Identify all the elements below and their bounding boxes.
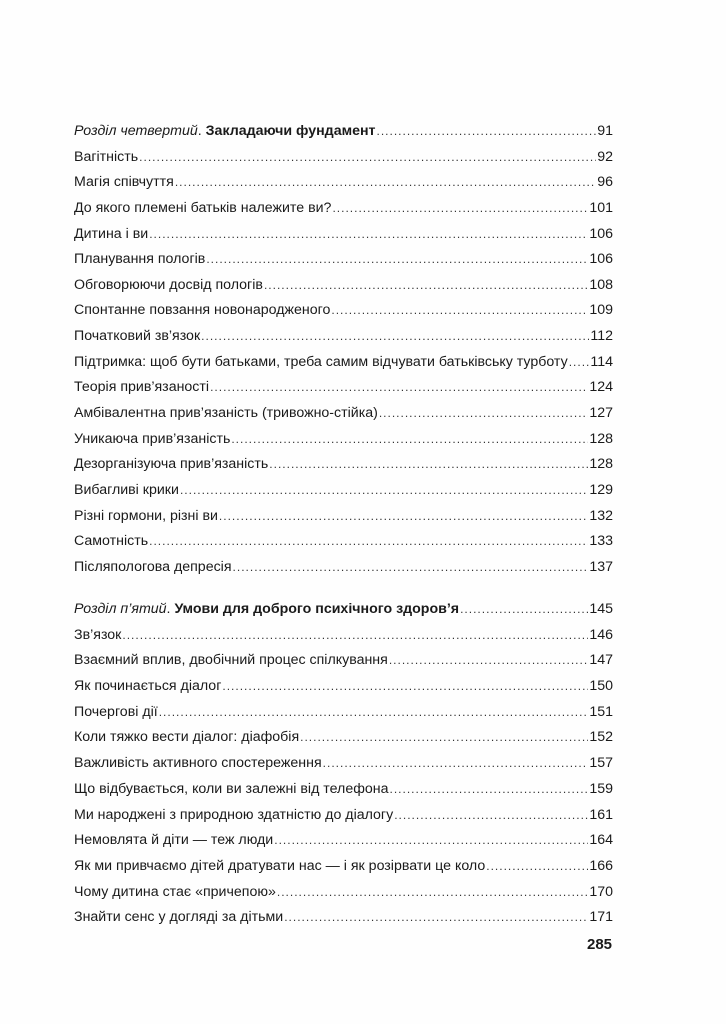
toc-entry[interactable] (74, 905, 613, 931)
toc-entry[interactable] (74, 222, 613, 248)
chapter-title: Розділ п’ятий. Умови для доброго психічного здоров’я (74, 601, 460, 617)
toc-entry-page-number: 146 (589, 626, 613, 643)
toc-entry-title: Дитина і ви (74, 225, 149, 242)
toc-entry-title: Уникаюча прив’язаність (74, 430, 231, 447)
dot-leader (331, 298, 588, 324)
toc-entry[interactable] (74, 880, 613, 906)
toc-entry-page-number: 166 (589, 857, 613, 874)
chapter-name: Умови для доброго психічного здоров’я (174, 601, 460, 617)
dot-leader (332, 196, 588, 222)
toc-entry-title: Обговорюючи досвід пологів (74, 276, 263, 293)
toc-entry-title: Чому дитина стає «причепою» (74, 883, 276, 900)
dot-leader (277, 880, 588, 906)
dot-leader (377, 119, 597, 145)
toc-entry-title: Коли тяжко вести діалог: діафобія (74, 729, 300, 746)
toc-entry-title: Початковий зв’язок (74, 328, 201, 345)
dot-leader (269, 452, 588, 478)
dot-leader (222, 674, 588, 700)
toc-entry-title: Знайти сенс у догляді за дітьми (74, 909, 284, 926)
toc-entry-page-number: 133 (589, 533, 613, 550)
toc-entry[interactable] (74, 350, 613, 376)
toc-entry-page-number: 101 (589, 199, 613, 216)
chapter-page-number: 91 (597, 123, 613, 139)
dot-leader (122, 623, 588, 649)
toc-entry-page-number: 109 (589, 302, 613, 319)
toc-entry-title: Планування пологів (74, 251, 206, 268)
dot-leader (139, 145, 596, 171)
dot-leader (284, 905, 588, 931)
toc-entry-title: Ми народжені з природною здатністю до діалогу (74, 806, 394, 823)
toc-entry-title: Вагітність (74, 148, 139, 165)
toc-entry[interactable] (74, 298, 613, 324)
toc-entry-list (74, 145, 613, 581)
toc-entry-page-number: 132 (589, 507, 613, 524)
chapter-prefix: Розділ п’ятий (74, 601, 167, 617)
toc-entry-page-number: 106 (589, 251, 613, 268)
toc-entry-page-number: 137 (589, 558, 613, 575)
toc-entry-page-number: 164 (589, 832, 613, 849)
toc-entry-page-number: 161 (589, 806, 613, 823)
dot-leader (486, 854, 588, 880)
toc-entry-title: Амбівалентна прив’язаність (тривожно-стійка) (74, 405, 378, 422)
dot-leader (149, 529, 588, 555)
toc-entry-page-number: 129 (589, 481, 613, 498)
toc-entry[interactable] (74, 196, 613, 222)
toc-entry-title: До якого племені батьків належите ви? (74, 199, 332, 216)
toc-entry-page-number: 171 (589, 909, 613, 926)
toc-entry[interactable] (74, 452, 613, 478)
toc-entry-title: Зв’язок (74, 626, 122, 643)
dot-leader (394, 803, 588, 829)
toc-entry-page-number: 151 (589, 703, 613, 720)
toc-entry[interactable] (74, 555, 613, 581)
toc-entry[interactable] (74, 375, 613, 401)
toc-entry[interactable] (74, 674, 613, 700)
toc-entry[interactable] (74, 725, 613, 751)
dot-leader (569, 350, 590, 376)
dot-leader (201, 324, 589, 350)
dot-leader (274, 828, 588, 854)
toc-entry-page-number: 157 (589, 755, 613, 772)
dot-leader (233, 555, 589, 581)
toc-entry[interactable] (74, 700, 613, 726)
chapter-prefix: Розділ четвертий (74, 123, 198, 139)
dot-leader (300, 725, 588, 751)
dot-leader (175, 170, 596, 196)
chapter-heading[interactable] (74, 597, 613, 623)
dot-leader (390, 777, 589, 803)
dot-leader (159, 700, 589, 726)
toc-entry-page-number: 159 (589, 780, 613, 797)
toc-entry[interactable] (74, 401, 613, 427)
toc-section-chapter-4 (74, 119, 613, 581)
toc-entry[interactable] (74, 427, 613, 453)
toc-entry[interactable] (74, 751, 613, 777)
toc-entry-title: Почергові дії (74, 703, 158, 720)
toc-entry-page-number: 108 (589, 276, 613, 293)
toc-entry-title: Взаємний вплив, двобічний процес спілкування (74, 652, 388, 669)
toc-entry[interactable] (74, 478, 613, 504)
dot-leader (206, 247, 588, 273)
toc-entry-title: Як ми привчаємо дітей дратувати нас — і як розірвати це коло (74, 857, 486, 874)
toc-entry-page-number: 147 (589, 652, 613, 669)
toc-entry-title: Різні гормони, різні ви (74, 507, 218, 524)
dot-leader (323, 751, 589, 777)
chapter-heading[interactable] (74, 119, 613, 145)
toc-entry[interactable] (74, 854, 613, 880)
toc-entry-page-number: 92 (597, 148, 613, 165)
toc-entry[interactable] (74, 247, 613, 273)
toc-entry[interactable] (74, 828, 613, 854)
dot-leader (219, 504, 588, 530)
dot-leader (149, 222, 588, 248)
toc-entry[interactable] (74, 273, 613, 299)
dot-leader (231, 427, 588, 453)
toc-entry-title: Післяпологова депресія (74, 558, 232, 575)
toc-entry-page-number: 96 (597, 174, 613, 191)
dot-leader (389, 648, 589, 674)
toc-entry-page-number: 106 (589, 225, 613, 242)
toc-section-chapter-5 (74, 597, 613, 931)
toc-entry-title: Дезорганізуюча прив’язаність (74, 456, 269, 473)
toc-entry-title: Теорія прив’язаності (74, 379, 210, 396)
dot-leader (180, 478, 588, 504)
dot-leader (379, 401, 588, 427)
toc-entry-page-number: 150 (589, 678, 613, 695)
toc-entry[interactable] (74, 145, 613, 171)
toc-entry-page-number: 152 (589, 729, 613, 746)
toc-entry-title: Підтримка: щоб бути батьками, треба самим відчувати батьківську турботу (74, 353, 568, 370)
chapter-page-number: 145 (589, 601, 613, 617)
toc-entry-list (74, 623, 613, 931)
toc-entry-page-number: 128 (589, 456, 613, 473)
toc-entry-title: Що відбувається, коли ви залежні від телефона (74, 780, 389, 797)
toc-entry-page-number: 128 (589, 430, 613, 447)
toc-entry-page-number: 170 (589, 883, 613, 900)
toc-entry[interactable] (74, 648, 613, 674)
toc-entry-title: Самотність (74, 533, 149, 550)
toc-entry[interactable] (74, 324, 613, 350)
toc-entry[interactable] (74, 623, 613, 649)
toc-entry-title: Магія співчуття (74, 174, 174, 191)
toc-entry-page-number: 124 (589, 379, 613, 396)
toc-entry-page-number: 112 (590, 328, 613, 345)
toc-entry[interactable] (74, 170, 613, 196)
dot-leader (460, 597, 588, 623)
toc-entry-title: Важливість активного спостереження (74, 755, 322, 772)
toc-entry-title: Спонтанне повзання новонародженого (74, 302, 331, 319)
dot-leader (210, 375, 588, 401)
dot-leader (264, 273, 588, 299)
toc-entry-page-number: 114 (590, 353, 613, 370)
toc-entry-page-number: 127 (589, 405, 613, 422)
chapter-title: Розділ четвертий. Закладаючи фундамент (74, 123, 376, 139)
toc-entry[interactable] (74, 803, 613, 829)
toc-entry-title: Вибагливі крики (74, 481, 179, 498)
toc-entry[interactable] (74, 529, 613, 555)
toc-entry[interactable] (74, 777, 613, 803)
toc-entry[interactable] (74, 504, 613, 530)
chapter-name: Закладаючи фундамент (205, 123, 376, 139)
toc-entry-title: Немовлята й діти — теж люди (74, 832, 274, 849)
toc-entry-title: Як починається діалог (74, 678, 222, 695)
page-number: 285 (587, 936, 613, 953)
